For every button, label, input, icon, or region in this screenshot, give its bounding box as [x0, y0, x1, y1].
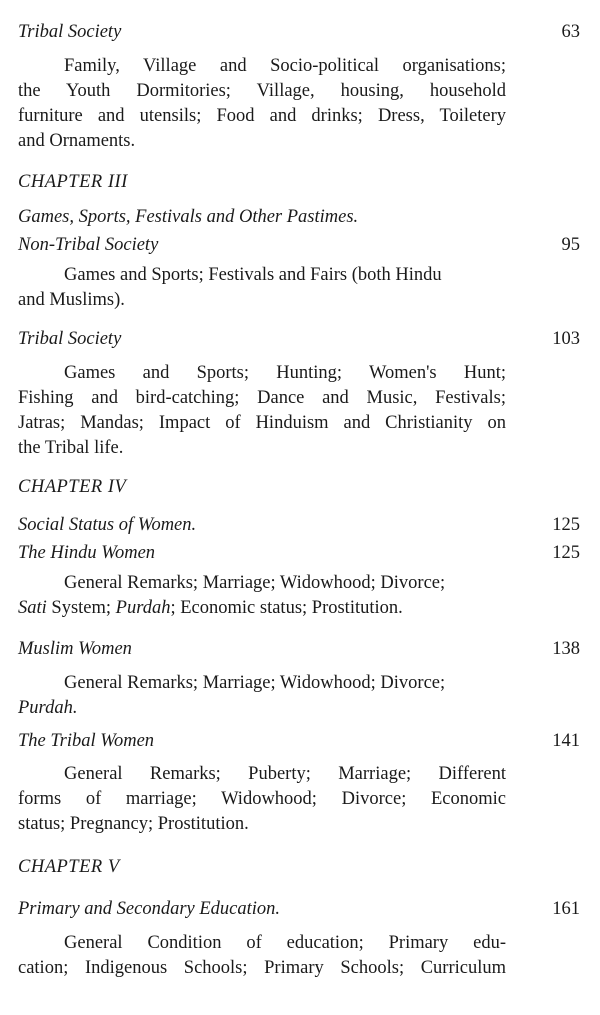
- entry-title: Primary and Secondary Education.: [18, 899, 281, 919]
- toc-entry-social-status-of-women: [18, 513, 580, 538]
- description-line: Fishing and bird-catching; Dance and Music, Festivals;: [18, 388, 506, 408]
- description-line: Family, Village and Socio-political organisations;: [64, 56, 506, 76]
- toc-entry-tribal-women: [18, 729, 580, 754]
- page-number: 95: [561, 235, 580, 255]
- chapter-heading: CHAPTER IV: [18, 477, 127, 497]
- entry-title: Muslim Women: [18, 639, 132, 659]
- entry-description: [18, 361, 506, 461]
- description-line: furniture and utensils; Food and drinks; Dress, Toiletery: [18, 106, 506, 126]
- toc-entry-tribal-society-games: [18, 327, 580, 352]
- entry-title: Tribal Society: [18, 22, 122, 42]
- description-line: General Remarks; Marriage; Widowhood; Divorce;: [64, 573, 446, 593]
- entry-description: [18, 263, 506, 313]
- description-line: and Muslims).: [18, 290, 125, 310]
- entry-title: The Hindu Women: [18, 543, 156, 563]
- toc-entry-hindu-women: [18, 541, 580, 566]
- description-line: General Remarks; Marriage; Widowhood; Divorce;: [64, 673, 446, 693]
- page-number: 125: [552, 515, 580, 535]
- entry-title: Non-Tribal Society: [18, 235, 159, 255]
- entry-title: Tribal Society: [18, 329, 122, 349]
- description-line: cation; Indigenous Schools; Primary Schools; Curriculum: [18, 958, 506, 978]
- description-line: the Tribal life.: [18, 438, 124, 458]
- description-line: status; Pregnancy; Prostitution.: [18, 814, 249, 834]
- page-number: 103: [552, 329, 580, 349]
- entry-description: [18, 762, 506, 837]
- description-line: Sati System; Purdah; Economic status; Prostitution.: [18, 598, 403, 618]
- entry-description: [18, 671, 506, 721]
- chapter-title: [18, 205, 580, 230]
- toc-entry-non-tribal-society: [18, 233, 580, 258]
- chapter-title-text: Games, Sports, Festivals and Other Pastimes.: [18, 207, 359, 227]
- italic-term: Purdah.: [18, 698, 78, 718]
- italic-term: Sati: [18, 598, 47, 618]
- entry-description: [18, 931, 506, 981]
- page-number: 141: [552, 731, 580, 751]
- description-line: forms of marriage; Widowhood; Divorce; Economic: [18, 789, 506, 809]
- entry-title: The Tribal Women: [18, 731, 155, 751]
- entry-description: [18, 54, 506, 154]
- toc-entry-tribal-society: [18, 20, 580, 45]
- page-number: 161: [552, 899, 580, 919]
- description-line: Games and Sports; Festivals and Fairs (both Hindu: [64, 265, 442, 285]
- description-line: the Youth Dormitories; Village, housing, household: [18, 81, 506, 101]
- description-line: and Ornaments.: [18, 131, 136, 151]
- toc-entry-muslim-women: [18, 637, 580, 662]
- chapter-heading: CHAPTER V: [18, 857, 120, 877]
- page-number: 63: [561, 22, 580, 42]
- toc-entry-primary-secondary-education: [18, 897, 580, 922]
- entry-title: Social Status of Women.: [18, 515, 197, 535]
- page-number: 125: [552, 543, 580, 563]
- entry-description: [18, 571, 506, 621]
- description-line: [18, 696, 506, 721]
- description-line: Games and Sports; Hunting; Women's Hunt;: [64, 363, 506, 383]
- description-line: General Condition of education; Primary edu-: [64, 933, 506, 953]
- chapter-heading: CHAPTER III: [18, 172, 128, 192]
- description-line: Jatras; Mandas; Impact of Hinduism and Christianity on: [18, 413, 506, 433]
- description-line: General Remarks; Puberty; Marriage; Different: [64, 764, 506, 784]
- page-number: 138: [552, 639, 580, 659]
- italic-term: Purdah: [115, 598, 171, 618]
